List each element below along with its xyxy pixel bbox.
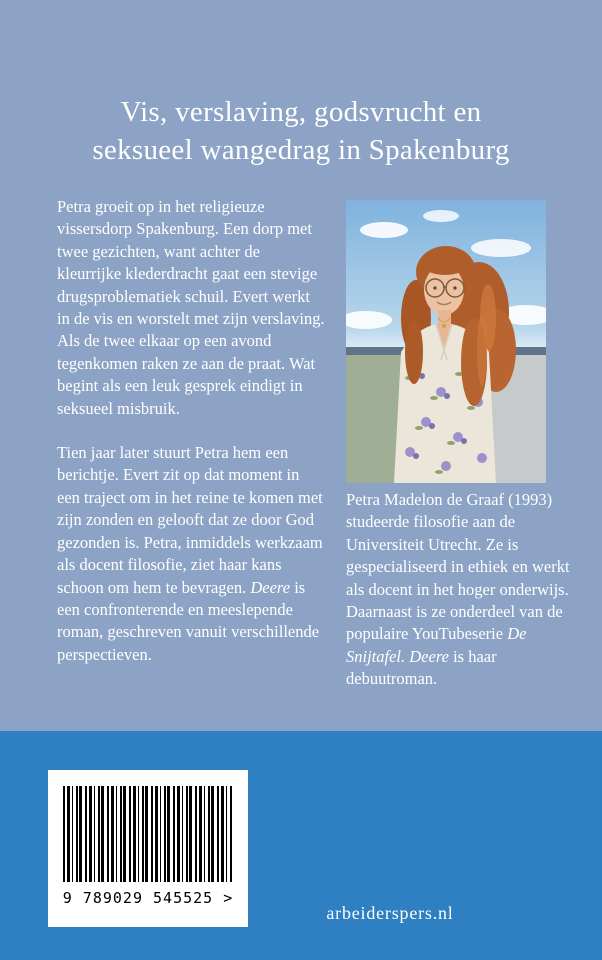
author-bio-text: Petra Madelon de Graaf (1993) studeerde filosofie aan de Universiteit Utrecht. Ze is gespecialiseerd in ethiek en werkt als docent in het hoger onderwijs. Daarnaast is ze onderdeel van de populaire YouTubeserie: [346, 490, 570, 644]
author-photo: [346, 200, 546, 483]
publisher-url: arbeiderspers.nl: [326, 903, 454, 923]
author-bio: [346, 489, 570, 691]
isbn-number: 9 789029 545525 >: [62, 889, 234, 907]
cover-title-line1: Vis, verslaving, godsvrucht en: [120, 96, 482, 129]
author-photo-illustration: [346, 200, 546, 483]
barcode-panel: [48, 770, 248, 927]
barcode-image: [63, 786, 233, 882]
debut-book-title-italic: Deere: [409, 646, 449, 666]
cover-title: [0, 93, 602, 169]
blurb-text: [57, 196, 325, 666]
youtube-series-title-italic: De Snijtafel.: [346, 624, 527, 666]
book-title-italic: Deere: [250, 577, 291, 597]
blurb-paragraph-1: Petra groeit op in het religieuze vissersdorp Spakenburg. Een dorp met twee gezichten, want achter de kleurrijke klederdracht gaat een stevige drugsproblematiek schuil. Evert werkt in de vis en worstelt met zijn verslaving. Als de twee elkaar op een avond tegenkomen raken ze aan de praat. Wat begint als een leuk gesprek eindigt in seksueel misbruik.: [57, 197, 325, 418]
blurb-paragraph-2-text: Tien jaar later stuurt Petra hem een berichtje. Evert zit op dat moment in een traject om in het reine te komen met zijn zonden en gelooft dat ze door God gezonden is. Petra, inmiddels werkzaam als docent filosofie, ziet haar kans schoon om hem te bevragen.: [57, 443, 323, 597]
blurb-paragraph-2-rest: is een confronterende en meeslepende roman, geschreven vanuit verschillende perspectieven.: [57, 577, 320, 664]
blurb-paragraph-2: [57, 442, 325, 666]
author-bio-rest: is haar debuutroman.: [346, 646, 497, 689]
cover-title-line2: seksueel wangedrag in Spakenburg: [92, 134, 510, 167]
